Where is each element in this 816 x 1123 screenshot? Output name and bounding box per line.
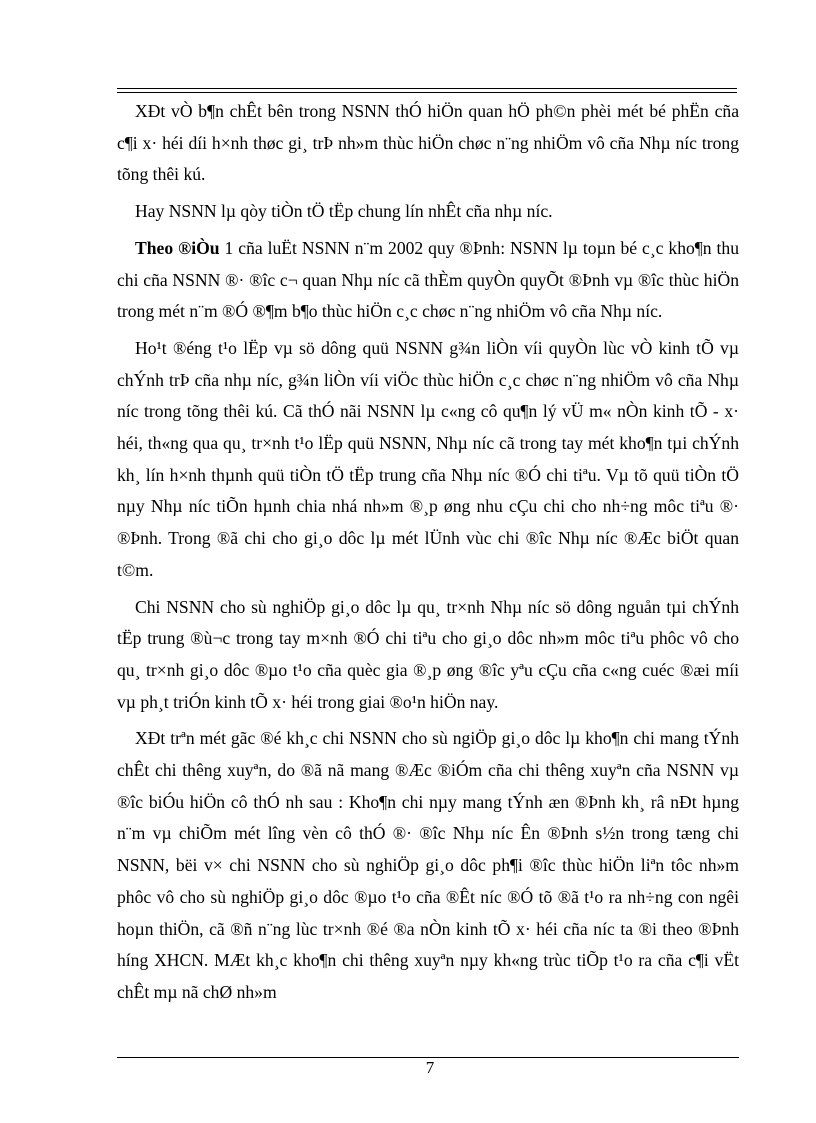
- header-rule-bottom: [117, 92, 737, 93]
- body-text: [117, 96, 739, 1014]
- paragraph-1: [117, 96, 739, 191]
- paragraph-text: XÐt trªn mét gãc ®é kh¸c chi NSNN cho sù ngiÖp gi¸o dôc lµ kho¶n chi mang tÝnh chÊt chi thêng xuyªn, do ®ã nã mang ®Æc ®iÓm cña chi thêng xuyªn cña NSNN vµ ®îc biÓu hiÖn cô thÓ nh sau : Kho¶n chi nµy mang tÝnh æn ®Þnh kh¸ râ nÐt hµng n¨m vµ chiÕm mét lîng vèn cô thÓ ®· ®îc Nhµ níc Ên ®Þnh s½n trong tæng chi NSNN, bëi v× chi NSNN cho sù nghiÖp gi¸o dôc ph¶i ®îc thùc hiÖn liªn tôc nh»m phôc vô cho sù nghiÖp gi¸o dôc ®µo t¹o cña ®Êt níc ®Ó tõ ®ã t¹o ra nh÷ng con ngêi hoµn thiÖn, cã ®ñ n¨ng lùc tr×nh ®é ®a nÒn kinh tÕ x· héi cña níc ta ®i theo ®Þnh híng XHCN. MÆt kh¸c kho¶n chi thêng xuyªn nµy kh«ng trùc tiÕp t¹o ra cña c¶i vËt chÊt mµ nã chØ nh»m: [117, 728, 739, 1002]
- paragraph-6: [117, 723, 739, 1008]
- paragraph-lead: Theo ®iÒu: [135, 237, 220, 258]
- paragraph-text: Chi NSNN cho sù nghiÖp gi¸o dôc lµ qu¸ tr×nh Nhµ níc sö dông nguån tµi chÝnh tËp trung ®ù¬c trong tay m×nh ®Ó chi tiªu cho gi¸o dôc nh»m môc tiªu phôc vô cho qu¸ tr×nh gi¸o dôc ®µo t¹o cña quèc gia ®¸p øng ®îc yªu cÇu cña c«ng cuéc ®æi míi vµ ph¸t triÓn kinh tÕ x· héi trong giai ®o¹n hiÖn nay.: [117, 596, 739, 712]
- page-number: 7: [425, 1058, 435, 1077]
- paragraph-text: 1 cña luËt NSNN n¨m 2002 quy ®Þnh: NSNN lµ toµn bé c¸c kho¶n thu chi cña NSNN ®· ®îc c¬ quan Nhµ níc cã thÈm quyÒn quyÕt ®Þnh vµ ®îc thùc hiÖn trong mét n¨m ®Ó ®¶m b¶o thùc hiÖn c¸c chøc n¨ng nhiÖm vô cña Nhµ níc.: [117, 237, 739, 322]
- paragraph-2: [117, 196, 739, 228]
- paragraph-text: Ho¹t ®éng t¹o lËp vµ sö dông quü NSNN g¾n liÒn víi quyÒn lùc vÒ kinh tÕ vµ chÝnh trÞ cña nhµ níc, g¾n liÒn víi viÖc thùc hiÖn c¸c chøc n¨ng nhiÖm vô cña Nhµ níc trong tõng thêi kú. Cã thÓ nãi NSNN lµ c«ng cô qu¶n lý vÜ m« nÒn kinh tÕ - x· héi, th«ng qua qu¸ tr×nh t¹o lËp quü NSNN, Nhµ níc cã trong tay mét kho¶n tµi chÝnh kh¸ lín h×nh thµnh quü tiÒn tÖ tËp trung cña Nhµ níc ®Ó chi tiªu. Vµ tõ quü tiÒn tÖ nµy Nhµ níc tiÕn hµnh chia nhá nh»m ®¸p øng nhu cÇu chi cho nh÷ng môc tiªu ®· ®Þnh. Trong ®ã chi cho gi¸o dôc lµ mét lÜnh vùc chi ®îc Nhµ níc ®Æc biÖt quan t©m.: [117, 337, 739, 580]
- header-rule-top: [117, 88, 737, 89]
- paragraph-text: Hay NSNN lµ qòy tiÒn tÖ tËp chung lín nhÊt cña nhµ níc.: [135, 201, 553, 222]
- paragraph-4: [117, 333, 739, 587]
- paragraph-5: [117, 592, 739, 719]
- paragraph-3: [117, 233, 739, 328]
- paragraph-text: XÐt vÒ b¶n chÊt bên trong NSNN thÓ hiÖn quan hÖ ph©n phèi mét bé phËn cña c¶i x· héi díi h×nh thøc gi¸ trÞ nh»m thùc hiÖn chøc n¨ng nhiÖm vô cña Nhµ níc trong tõng thêi kú.: [117, 101, 739, 185]
